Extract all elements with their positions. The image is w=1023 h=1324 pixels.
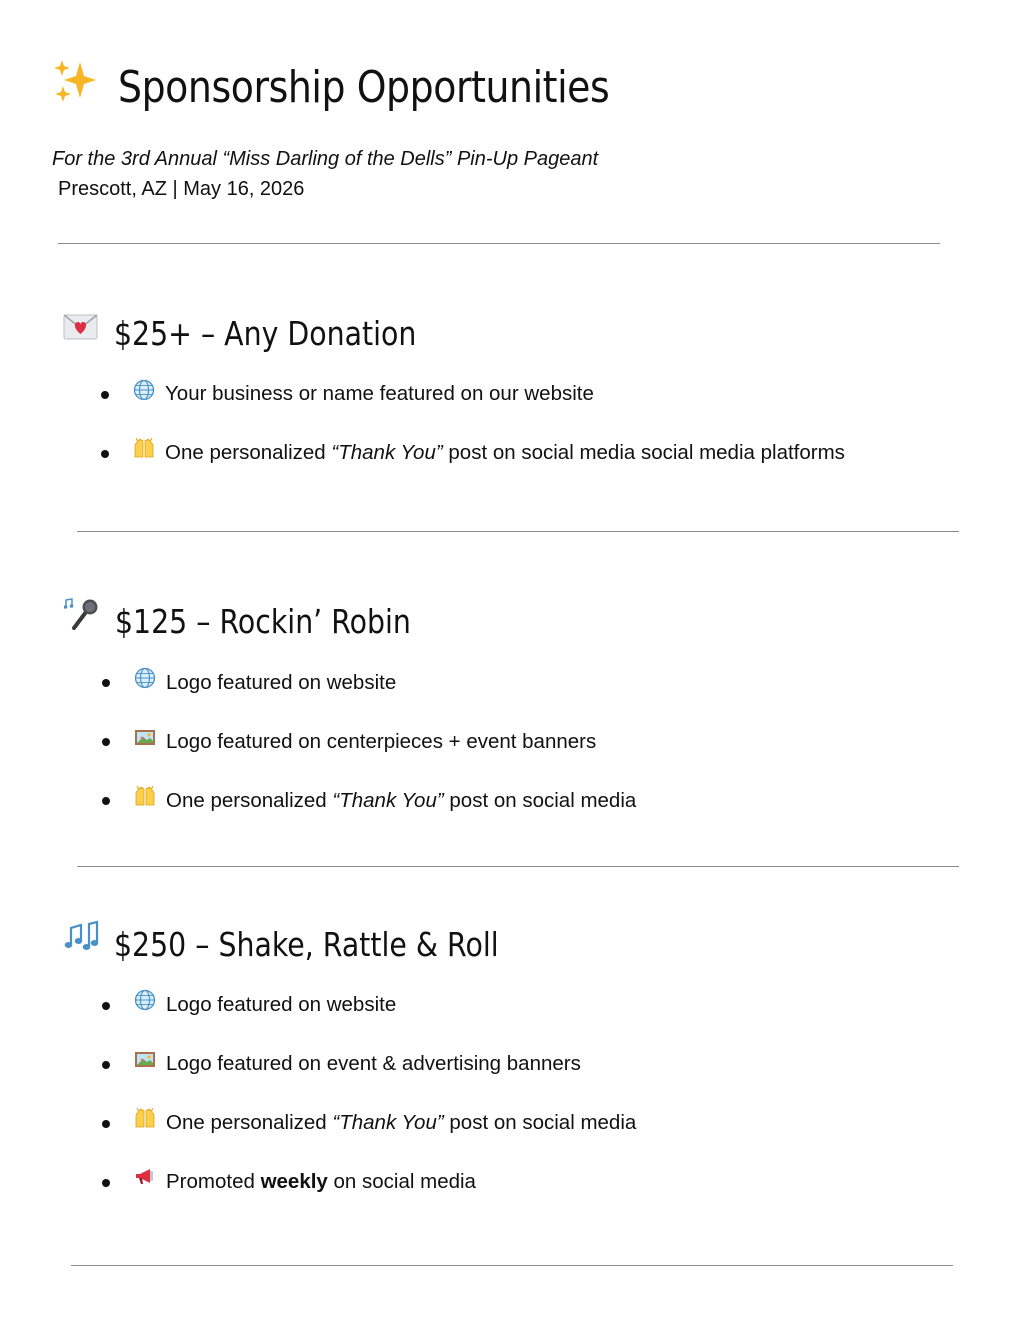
list-item: Logo featured on centerpieces + event banners xyxy=(166,730,597,753)
tier-title: $125 – Rockin’ Robin xyxy=(115,602,411,641)
raised-hands-icon xyxy=(133,437,155,459)
divider xyxy=(71,1265,953,1266)
bullet xyxy=(102,1002,110,1010)
bullet xyxy=(101,391,109,399)
globe-icon xyxy=(134,989,156,1011)
raised-hands-icon xyxy=(134,785,156,807)
list-item: One personalized “Thank You” post on social media xyxy=(166,1111,637,1134)
tier-title: $250 – Shake, Rattle & Roll xyxy=(114,925,499,964)
bullet xyxy=(102,1179,110,1187)
love-letter-icon xyxy=(63,314,98,340)
page-title: Sponsorship Opportunities xyxy=(118,62,610,113)
framed-picture-icon xyxy=(134,727,156,749)
list-item: One personalized “Thank You” post on social media xyxy=(166,789,637,812)
microphone-icon xyxy=(64,598,100,632)
divider xyxy=(77,866,959,867)
list-item: Logo featured on event & advertising banners xyxy=(166,1052,581,1075)
raised-hands-icon xyxy=(134,1107,156,1129)
globe-icon xyxy=(134,667,156,689)
bullet xyxy=(102,679,110,687)
bullet xyxy=(102,738,110,746)
sparkles-icon xyxy=(52,58,98,104)
globe-icon xyxy=(133,379,155,401)
divider xyxy=(77,531,959,532)
tier-title: $25+ – Any Donation xyxy=(114,314,417,353)
music-notes-icon xyxy=(64,920,100,952)
megaphone-icon xyxy=(134,1166,156,1188)
list-item: One personalized “Thank You” post on social media social media platforms xyxy=(165,441,845,464)
bullet xyxy=(102,797,110,805)
list-item: Promoted weekly on social media xyxy=(166,1170,476,1193)
list-item: Logo featured on website xyxy=(166,993,397,1016)
framed-picture-icon xyxy=(134,1049,156,1071)
list-item: Your business or name featured on our website xyxy=(165,382,594,405)
event-location-date: Prescott, AZ | May 16, 2026 xyxy=(58,178,305,200)
event-subtitle: For the 3rd Annual “Miss Darling of the Dells” Pin-Up Pageant xyxy=(52,148,599,170)
list-item: Logo featured on website xyxy=(166,671,397,694)
bullet xyxy=(102,1120,110,1128)
divider xyxy=(58,243,940,244)
bullet xyxy=(101,450,109,458)
bullet xyxy=(102,1061,110,1069)
